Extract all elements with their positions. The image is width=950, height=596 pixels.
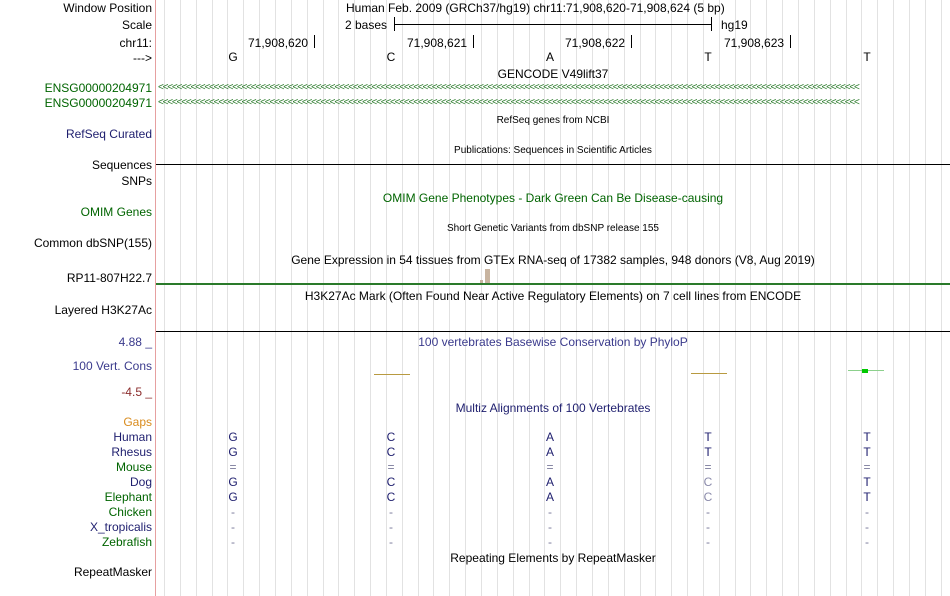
ref-base-5: T — [863, 50, 871, 64]
aligned-base: G — [228, 475, 238, 489]
multiz-track-title: Multiz Alignments of 100 Vertebrates — [455, 401, 651, 415]
aligned-base: G — [228, 445, 238, 459]
coord-tick-1 — [314, 35, 315, 48]
aligned-base: A — [545, 490, 554, 504]
snps-track-label[interactable]: SNPs — [121, 174, 152, 188]
aligned-base: A — [545, 475, 554, 489]
coord-3: 71,908,622 — [565, 36, 626, 50]
chromosome-label: chr11: — [119, 36, 152, 50]
aligned-base: T — [863, 475, 871, 489]
species-label[interactable]: X_tropicalis — [89, 520, 152, 534]
aligned-base: - — [231, 505, 235, 519]
scale-right-tick — [711, 17, 712, 31]
aligned-base: - — [865, 520, 869, 534]
aligned-base: - — [231, 535, 235, 549]
aligned-base: - — [548, 535, 552, 549]
aligned-base: G — [228, 490, 238, 504]
coord-4: 71,908,623 — [724, 36, 785, 50]
aligned-base: - — [865, 535, 869, 549]
scale-bar — [394, 24, 712, 25]
repeatmasker-track-title: Repeating Elements by RepeatMasker — [450, 551, 656, 565]
refseq-track-title: RefSeq genes from NCBI — [496, 115, 610, 126]
cons-peak — [862, 369, 868, 373]
scale-label: Scale — [121, 18, 152, 32]
strand-arrow-label: ---> — [133, 51, 152, 65]
gtex-expression-bar-small — [480, 280, 483, 283]
cons-track-title: 100 vertebrates Basewise Conservation by PhyloP — [418, 335, 688, 349]
coord-tick-3 — [631, 35, 632, 48]
aligned-base: - — [389, 505, 393, 519]
aligned-base: C — [386, 475, 396, 489]
publications-track-title: Publications: Sequences in Scientific Articles — [454, 145, 652, 156]
cons-track-label[interactable]: 100 Vert. Cons — [72, 359, 152, 373]
refseq-track-label[interactable]: RefSeq Curated — [65, 127, 152, 141]
cons-bar-2 — [691, 373, 727, 374]
species-label[interactable]: Mouse — [115, 460, 152, 474]
window-position-value: Human Feb. 2009 (GRCh37/hg19) chr11:71,908,620-71,908,624 (5 bp) — [346, 1, 725, 15]
gencode-track-title: GENCODE V49lift37 — [497, 67, 609, 81]
aligned-base: = — [863, 460, 871, 474]
window-position-label: Window Position — [63, 1, 152, 15]
sequences-track-label[interactable]: Sequences — [91, 158, 152, 172]
gtex-gene-line — [156, 283, 950, 285]
aligned-base: = — [229, 460, 237, 474]
species-label[interactable]: Dog — [129, 475, 152, 489]
gencode-gene-label-1[interactable]: ENSG00000204971 — [44, 81, 152, 95]
aligned-base: T — [863, 490, 871, 504]
gaps-label: Gaps — [123, 415, 152, 429]
coord-2: 71,908,621 — [407, 36, 468, 50]
aligned-base: C — [703, 490, 713, 504]
aligned-base: = — [704, 460, 712, 474]
aligned-base: - — [231, 520, 235, 534]
aligned-base: G — [228, 430, 238, 444]
species-label[interactable]: Rhesus — [111, 445, 152, 459]
omim-track-title: OMIM Gene Phenotypes - Dark Green Can Be Disease-causing — [382, 191, 724, 205]
sequences-line — [156, 164, 950, 165]
h3k27ac-track-label[interactable]: Layered H3K27Ac — [54, 303, 152, 317]
aligned-base: T — [863, 445, 871, 459]
ref-base-3: A — [545, 50, 554, 64]
dbsnp-track-label[interactable]: Common dbSNP(155) — [33, 236, 152, 250]
aligned-base: - — [548, 505, 552, 519]
coord-tick-4 — [790, 35, 791, 48]
ref-base-2: C — [386, 50, 396, 64]
gencode-gene-strand-1[interactable]: <<<<<<<<<<<<<<<<<<<<<<<<<<<<<<<<<<<<<<<<<<<<<<<<<<<<<<<<<<<<<<<<<<<<<<<<<<<<<<<<<<<<<<<<<<<<<<<<<<<<<<<<<<<<<<<<<<<<<<<<<<<<<<<<<<<<<<<<<<<<<<<<<<<<<<< — [158, 82, 859, 93]
gtex-expression-bar — [485, 269, 490, 283]
omim-track-label[interactable]: OMIM Genes — [80, 205, 152, 219]
aligned-base: T — [704, 445, 712, 459]
species-label[interactable]: Elephant — [104, 490, 152, 504]
aligned-base: = — [546, 460, 554, 474]
ref-base-1: G — [228, 50, 238, 64]
coord-tick-2 — [473, 35, 474, 48]
aligned-base: - — [389, 535, 393, 549]
aligned-base: A — [545, 430, 554, 444]
repeatmasker-track-label[interactable]: RepeatMasker — [73, 565, 152, 579]
aligned-base: = — [387, 460, 395, 474]
aligned-base: A — [545, 445, 554, 459]
aligned-base: - — [706, 520, 710, 534]
species-label[interactable]: Chicken — [108, 505, 152, 519]
ref-base-4: T — [704, 50, 712, 64]
dbsnp-track-title: Short Genetic Variants from dbSNP release 155 — [447, 223, 659, 234]
scale-right-text: hg19 — [721, 18, 748, 32]
gtex-track-title: Gene Expression in 54 tissues from GTEx RNA-seq of 17382 samples, 948 donors (V8, Aug 2019) — [291, 253, 815, 267]
cons-bar-1 — [374, 374, 410, 375]
aligned-base: C — [386, 445, 396, 459]
aligned-base: - — [548, 520, 552, 534]
gtex-track-label[interactable]: RP11-807H22.7 — [66, 271, 152, 285]
h3k27ac-track-title: H3K27Ac Mark (Often Found Near Active Regulatory Elements) on 7 cell lines from ENCODE — [304, 289, 802, 303]
aligned-base: - — [389, 520, 393, 534]
aligned-base: C — [703, 475, 713, 489]
aligned-base: - — [865, 505, 869, 519]
species-label[interactable]: Human — [113, 430, 152, 444]
gencode-gene-strand-2[interactable]: <<<<<<<<<<<<<<<<<<<<<<<<<<<<<<<<<<<<<<<<<<<<<<<<<<<<<<<<<<<<<<<<<<<<<<<<<<<<<<<<<<<<<<<<<<<<<<<<<<<<<<<<<<<<<<<<<<<<<<<<<<<<<<<<<<<<<<<<<<<<<<<<<<<<<<< — [158, 97, 859, 108]
coord-1: 71,908,620 — [248, 36, 309, 50]
aligned-base: - — [706, 505, 710, 519]
aligned-base: T — [704, 430, 712, 444]
scale-left-text: 2 bases — [345, 18, 388, 32]
gencode-gene-label-2[interactable]: ENSG00000204971 — [44, 96, 152, 110]
aligned-base: T — [863, 430, 871, 444]
aligned-base: C — [386, 490, 396, 504]
aligned-base: C — [386, 430, 396, 444]
cons-max-value: 4.88 _ — [118, 335, 152, 349]
aligned-base: - — [706, 535, 710, 549]
cons-min-value: -4.5 _ — [121, 385, 152, 399]
h3k27ac-baseline — [156, 331, 950, 332]
species-label[interactable]: Zebrafish — [101, 535, 152, 549]
